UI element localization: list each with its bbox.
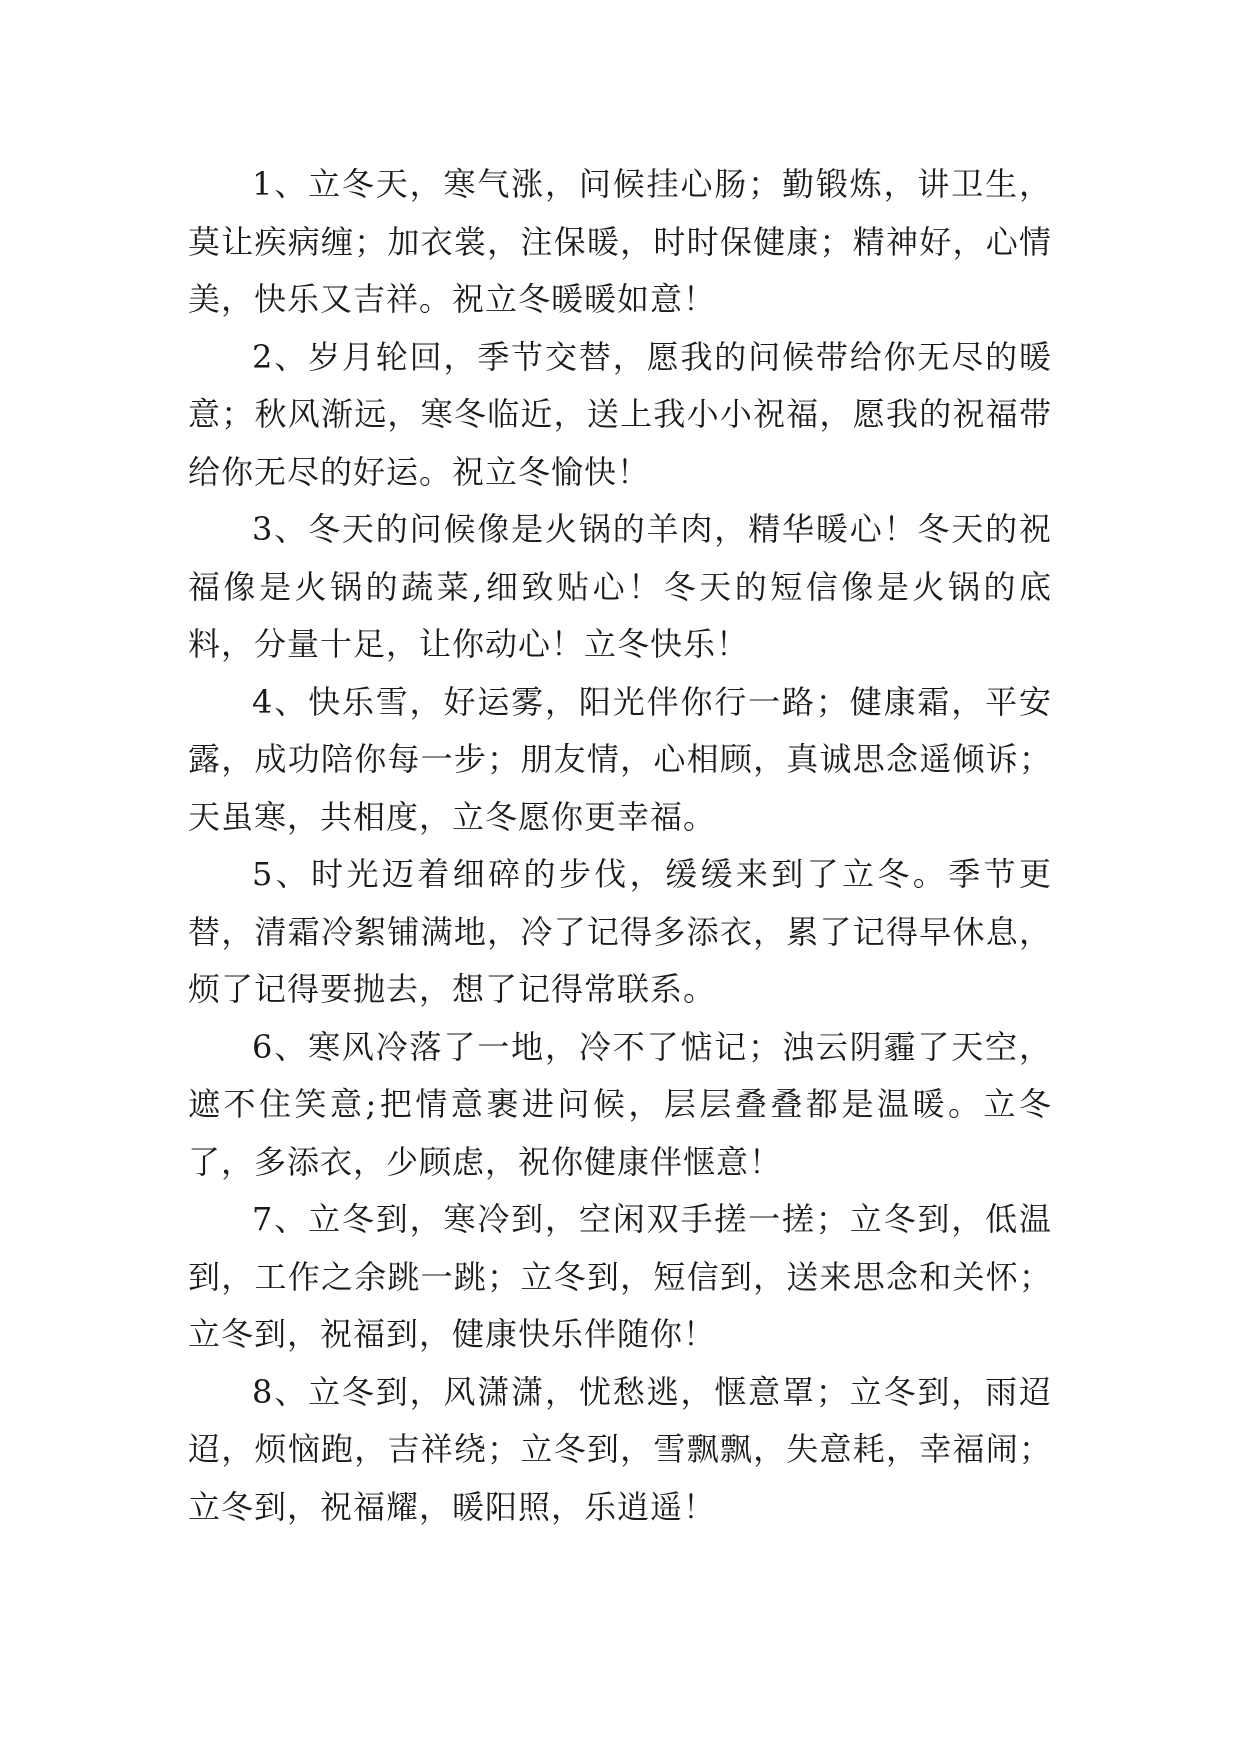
paragraph-6: 6、寒风冷落了一地，冷不了惦记；浊云阴霾了天空，遮不住笑意;把情意裹进问候，层层叠叠都是温暖。立冬了，多添衣，少顾虑，祝你健康伴惬意！ <box>188 1027 1052 1181</box>
paragraph-3: 3、冬天的问候像是火锅的羊肉，精华暖心！冬天的祝福像是火锅的蔬菜,细致贴心！冬天的短信像是火锅的底料，分量十足，让你动心！立冬快乐！ <box>188 510 1052 663</box>
document-body <box>188 156 1052 1536</box>
paragraph-5: 5、时光迈着细碎的步伐，缓缓来到了立冬。季节更替，清霜冷絮铺满地，冷了记得多添衣，累了记得早休息，烦了记得要抛去，想了记得常联系。 <box>188 855 1052 1008</box>
paragraph-2: 2、岁月轮回，季节交替，愿我的问候带给你无尽的暖意；秋风渐远，寒冬临近，送上我小小祝福，愿我的祝福带给你无尽的好运。祝立冬愉快！ <box>188 337 1052 491</box>
paragraph-1: 1、立冬天，寒气涨，问候挂心肠；勤锻炼，讲卫生，莫让疾病缠；加衣裳，注保暖，时时保健康；精神好，心情美，快乐又吉祥。祝立冬暖暖如意！ <box>188 165 1052 318</box>
paragraph-4: 4、快乐雪，好运雾，阳光伴你行一路；健康霜，平安露，成功陪你每一步；朋友情，心相顾，真诚思念遥倾诉；天虽寒，共相度，立冬愿你更幸福。 <box>188 682 1052 836</box>
paragraph-7: 7、立冬到，寒冷到，空闲双手搓一搓；立冬到，低温到，工作之余跳一跳；立冬到，短信到，送来思念和关怀；立冬到，祝福到，健康快乐伴随你！ <box>188 1200 1052 1353</box>
paragraph-8: 8、立冬到，风潇潇，忧愁逃，惬意罩；立冬到，雨迢迢，烦恼跑，吉祥绕；立冬到，雪飘飘，失意耗，幸福闹；立冬到，祝福耀，暖阳照，乐逍遥！ <box>188 1372 1052 1526</box>
